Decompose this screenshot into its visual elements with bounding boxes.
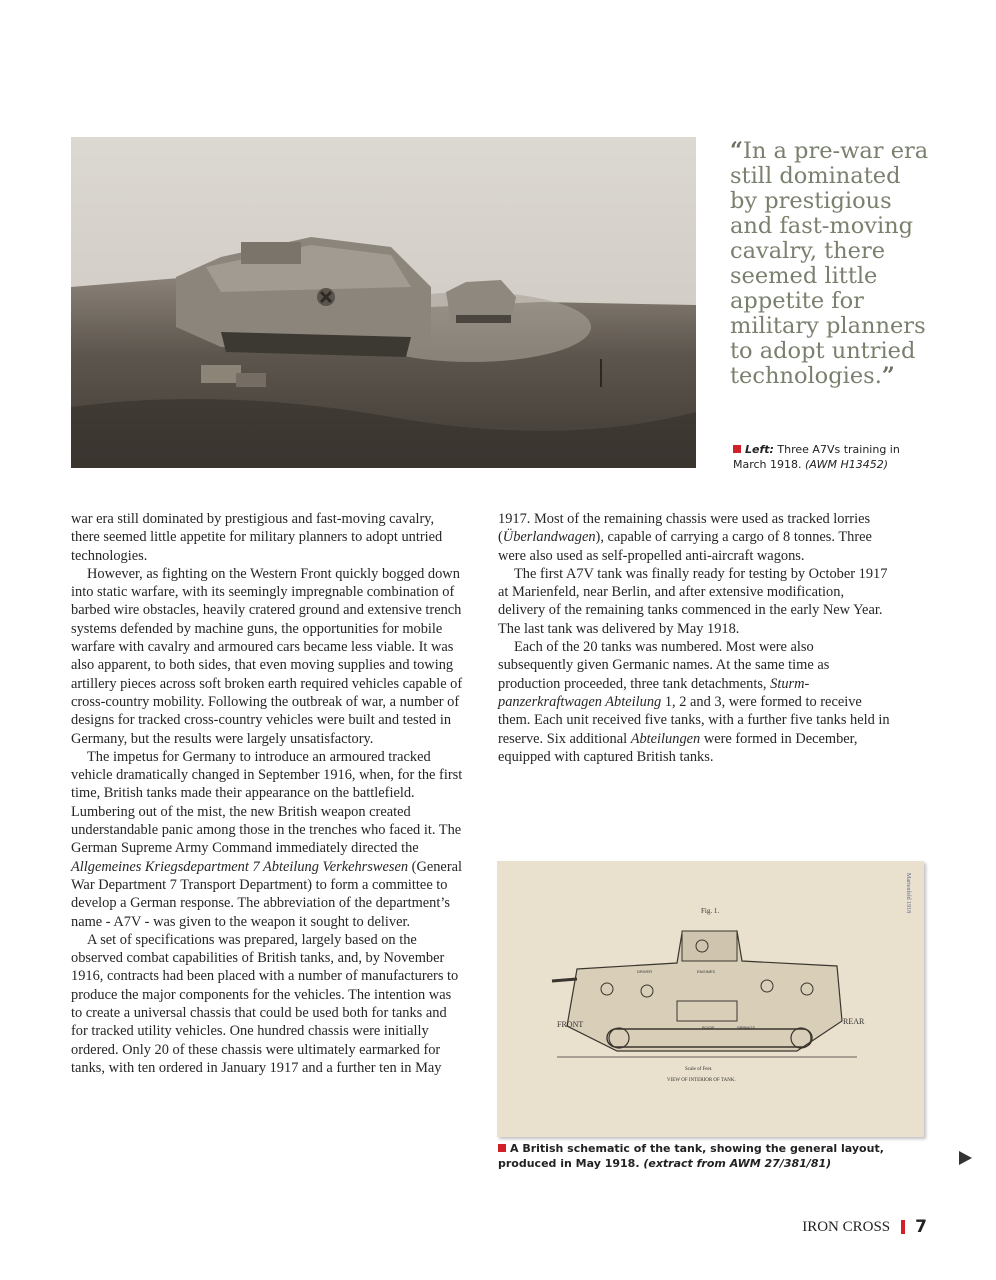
tank-schematic — [497, 861, 924, 1137]
schematic-drawing — [497, 861, 924, 1137]
open-quote-mark: “ — [730, 138, 743, 164]
svg-text:BOGIE: BOGIE — [702, 1025, 715, 1030]
next-page-arrow-icon[interactable] — [959, 1151, 972, 1165]
svg-text:ENGINES: ENGINES — [697, 969, 716, 974]
paragraph: war era still dominated by prestigious and fast-moving cavalry, there seemed little appetite for military planners to adopt untried technologies. — [71, 511, 443, 564]
paragraph: However, as fighting on the Western Front quickly bogged down into static warfare, with its seemingly impregnable combination of barbed wire obstacles, heavily cratered ground and extensive trench systems defended by machine guns, the opportunities for mobile warfare with cavalry and armoured cars became less viable. It was also apparent, to both sides, that even moving supplies and towing artillery pieces across soft broken earth required vehicles capable of cross-country mobility. Following the outbreak of war, a number of designs for tracked cross-country vehicles were built and tested in Germany, but the results were largely unsatisfactory. — [71, 565, 463, 747]
caption-lead: Left: — [745, 443, 774, 456]
italic-term: Überlandwagen — [502, 529, 596, 546]
photo-illustration — [71, 137, 696, 468]
paragraph: The first A7V tank was finally ready for testing by October 1917 at Marienfeld, near Berlin, and after extensive modification, delivery of the remaining tanks commenced in the early New Year. The last tank was delivered by May 1918. — [498, 565, 888, 637]
paragraph: The impetus for Germany to introduce an armoured tracked vehicle dramatically changed in September 1916, when, for the first time, British tanks made their appearance on the battlefield. Lumbering out of the mist, the new British weapon created understandable panic among those in the trenches who faced it. The German Supreme Army Command immediately directed the Allgemeines Kriegsdepartment 7 Abteilung Verkehrswesen (General War Department 7 Transport Department) to form a committee to develop a German response. The abbreviation of the department’s name - A7V - was given to the weapon it sought to deliver. — [71, 748, 463, 930]
close-quote-mark: ” — [881, 363, 895, 389]
article-column-left — [71, 510, 463, 1077]
caption-marker-icon — [733, 445, 741, 453]
caption-text: A British schematic of the tank, showing the general layout, produced in May 1918. — [498, 1142, 884, 1170]
magazine-title: IRON CROSS — [802, 1218, 891, 1235]
photo-caption — [733, 442, 933, 472]
caption-source: (extract from AWM 27/381/81) — [643, 1157, 832, 1170]
article-column-right — [498, 510, 890, 766]
svg-text:Scale of Feet.: Scale of Feet. — [685, 1067, 713, 1072]
schematic-caption — [498, 1141, 923, 1171]
italic-term: Sturm-panzerkraftwagen Abteilung — [498, 675, 810, 710]
italic-term: Allgemeines Kriegsdepartment 7 Abteilung Verkehrswesen — [71, 858, 409, 875]
caption-text: Three A7Vs training in March 1918. — [733, 443, 900, 471]
svg-text:Fig. 1.: Fig. 1. — [701, 907, 720, 915]
italic-term: Abteilungen — [630, 730, 701, 747]
svg-text:SPRINGS: SPRINGS — [737, 1025, 756, 1030]
caption-source: (AWM H13452) — [805, 458, 889, 471]
page-number: 7 — [915, 1217, 927, 1237]
svg-text:Marienfeld 1918: Marienfeld 1918 — [905, 873, 911, 914]
svg-text:VIEW OF INTERIOR OF TANK.: VIEW OF INTERIOR OF TANK. — [667, 1078, 736, 1083]
caption-marker-icon — [498, 1144, 506, 1152]
footer-divider — [901, 1220, 905, 1234]
svg-text:FRONT: FRONT — [557, 1020, 584, 1029]
svg-text:REAR: REAR — [843, 1017, 865, 1026]
svg-text:DRIVER: DRIVER — [637, 969, 653, 974]
paragraph: 1917. Most of the remaining chassis were used as tracked lorries (Überlandwagen), capable of carrying a cargo of 8 tonnes. Three were also used as self-propelled anti-aircraft wagons. — [498, 511, 872, 564]
photo-a7v-tanks — [71, 137, 696, 468]
paragraph: A set of specifications was prepared, largely based on the observed combat capabilities of British tanks, and, by November 1916, contracts had been placed with a number of manufacturers to produce the major components for the vehicles. The intention was to create a universal chassis that could be used both for tanks and for tracked utility vehicles. One hundred chassis were initially ordered. Only 20 of these chassis were ultimately earmarked for tanks, with ten ordered in January 1917 and a further ten in May — [71, 931, 459, 1076]
page-footer — [802, 1217, 927, 1237]
paragraph: Each of the 20 tanks was numbered. Most were also subsequently given Germanic names. At the same time as production proceeded, three tank detachments, Sturm-panzerkraftwagen Abteilung 1, 2 and 3, were formed to receive them. Each unit received five tanks, with a further five tanks held in reserve. Six additional Abteilungen were formed in December, equipped with captured British tanks. — [498, 639, 890, 765]
pull-quote-text: In a pre-war era still dominated by prestigious and fast-moving cavalry, there seemed little appetite for military planners to adopt untried technologies. — [730, 138, 929, 389]
pull-quote — [730, 139, 930, 389]
